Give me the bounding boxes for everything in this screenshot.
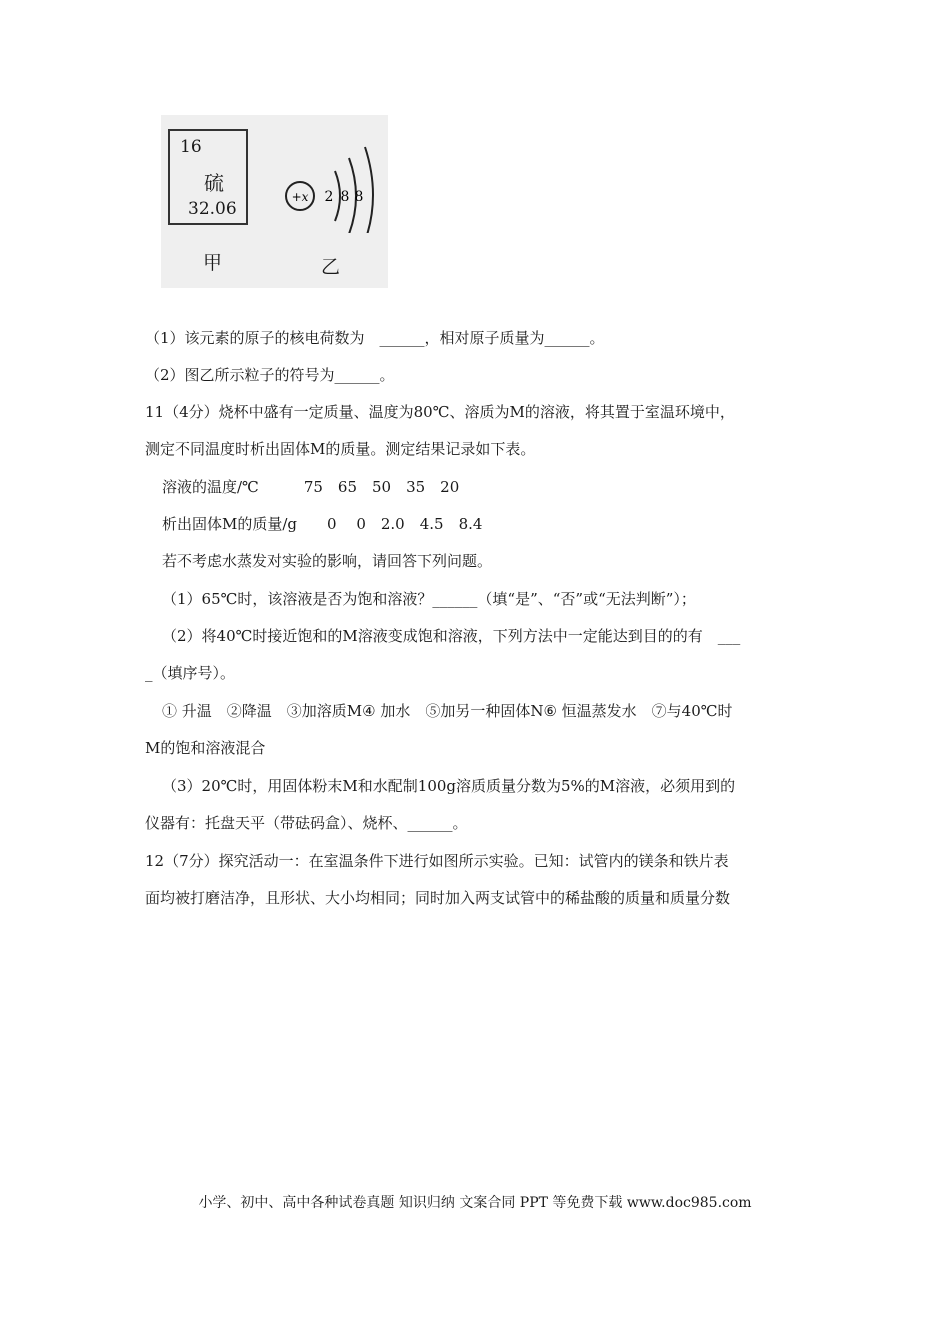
question-12-stem: 12（7分）探究活动一：在室温条件下进行如图所示实验。已知：试管内的镁条和铁片表 <box>145 852 729 870</box>
atom-structure-diagram <box>279 133 385 233</box>
table-row-mass: 析出固体M的质量/g 0 0 2.0 4.5 8.4 <box>162 515 483 533</box>
question-11-part-1: （1）65℃时，该溶液是否为饱和溶液？______（填“是”、“否”或“无法判断”）； <box>162 590 696 608</box>
question-11-options: ① 升温 ②降温 ③加溶质M④ 加水 ⑤加另一种固体N⑥ 恒温蒸发水 ⑦与40℃时 <box>162 702 733 720</box>
table-row-temperature: 溶液的温度/℃ 75 65 50 35 20 <box>162 478 460 496</box>
question-11-part-3: （3）20℃时，用固体粉末M和水配制100g溶质质量分数为5%的M溶液，必须用到的 <box>162 777 736 795</box>
element-figure <box>161 115 388 288</box>
shell-count-2: 8 <box>340 189 350 205</box>
shell-count-3: 8 <box>354 189 364 205</box>
atomic-mass: 32.06 <box>188 199 237 219</box>
shell-count-1: 2 <box>324 189 334 205</box>
question-12-stem-cont: 面均被打磨洁净，且形状、大小均相同；同时加入两支试管中的稀盐酸的质量和质量分数 <box>145 889 731 907</box>
question-10-part-1: （1）该元素的原子的核电荷数为 ______，相对原子质量为______。 <box>145 329 605 347</box>
figure-label-jia: 甲 <box>203 252 223 274</box>
question-11-part-2: （2）将40℃时接近饱和的M溶液变成饱和溶液，下列方法中一定能达到目的的有 ___ <box>162 627 741 645</box>
question-11-part-3-cont: 仪器有：托盘天平（带砝码盒）、烧杯、______。 <box>145 814 468 832</box>
question-11-stem: 11（4分）烧杯中盛有一定质量、温度为80℃、溶质为M的溶液，将其置于室温环境中， <box>145 403 735 421</box>
figure-label-yi: 乙 <box>321 256 341 278</box>
nucleus-label: +x <box>291 190 309 204</box>
element-name: 硫 <box>204 171 224 195</box>
atomic-number: 16 <box>180 137 202 157</box>
question-11-part-2-cont: _（填序号）。 <box>145 664 236 682</box>
question-11-instruction: 若不考虑水蒸发对实验的影响，请回答下列问题。 <box>162 552 493 570</box>
footer-url[interactable]: www.doc985.com <box>626 1195 752 1211</box>
question-11-options-cont: M的饱和溶液混合 <box>145 739 266 757</box>
periodic-table-cell <box>168 129 248 225</box>
shell-arc-1 <box>335 171 340 221</box>
shell-arc-3 <box>365 147 373 233</box>
question-10-part-2: （2）图乙所示粒子的符号为______。 <box>145 366 395 384</box>
footer-text: 小学、初中、高中各种试卷真题 知识归纳 文案合同 PPT 等免费下载 <box>198 1195 623 1211</box>
page-footer <box>0 1192 950 1212</box>
question-11-stem-cont: 测定不同温度时析出固体M的质量。测定结果记录如下表。 <box>145 440 536 458</box>
